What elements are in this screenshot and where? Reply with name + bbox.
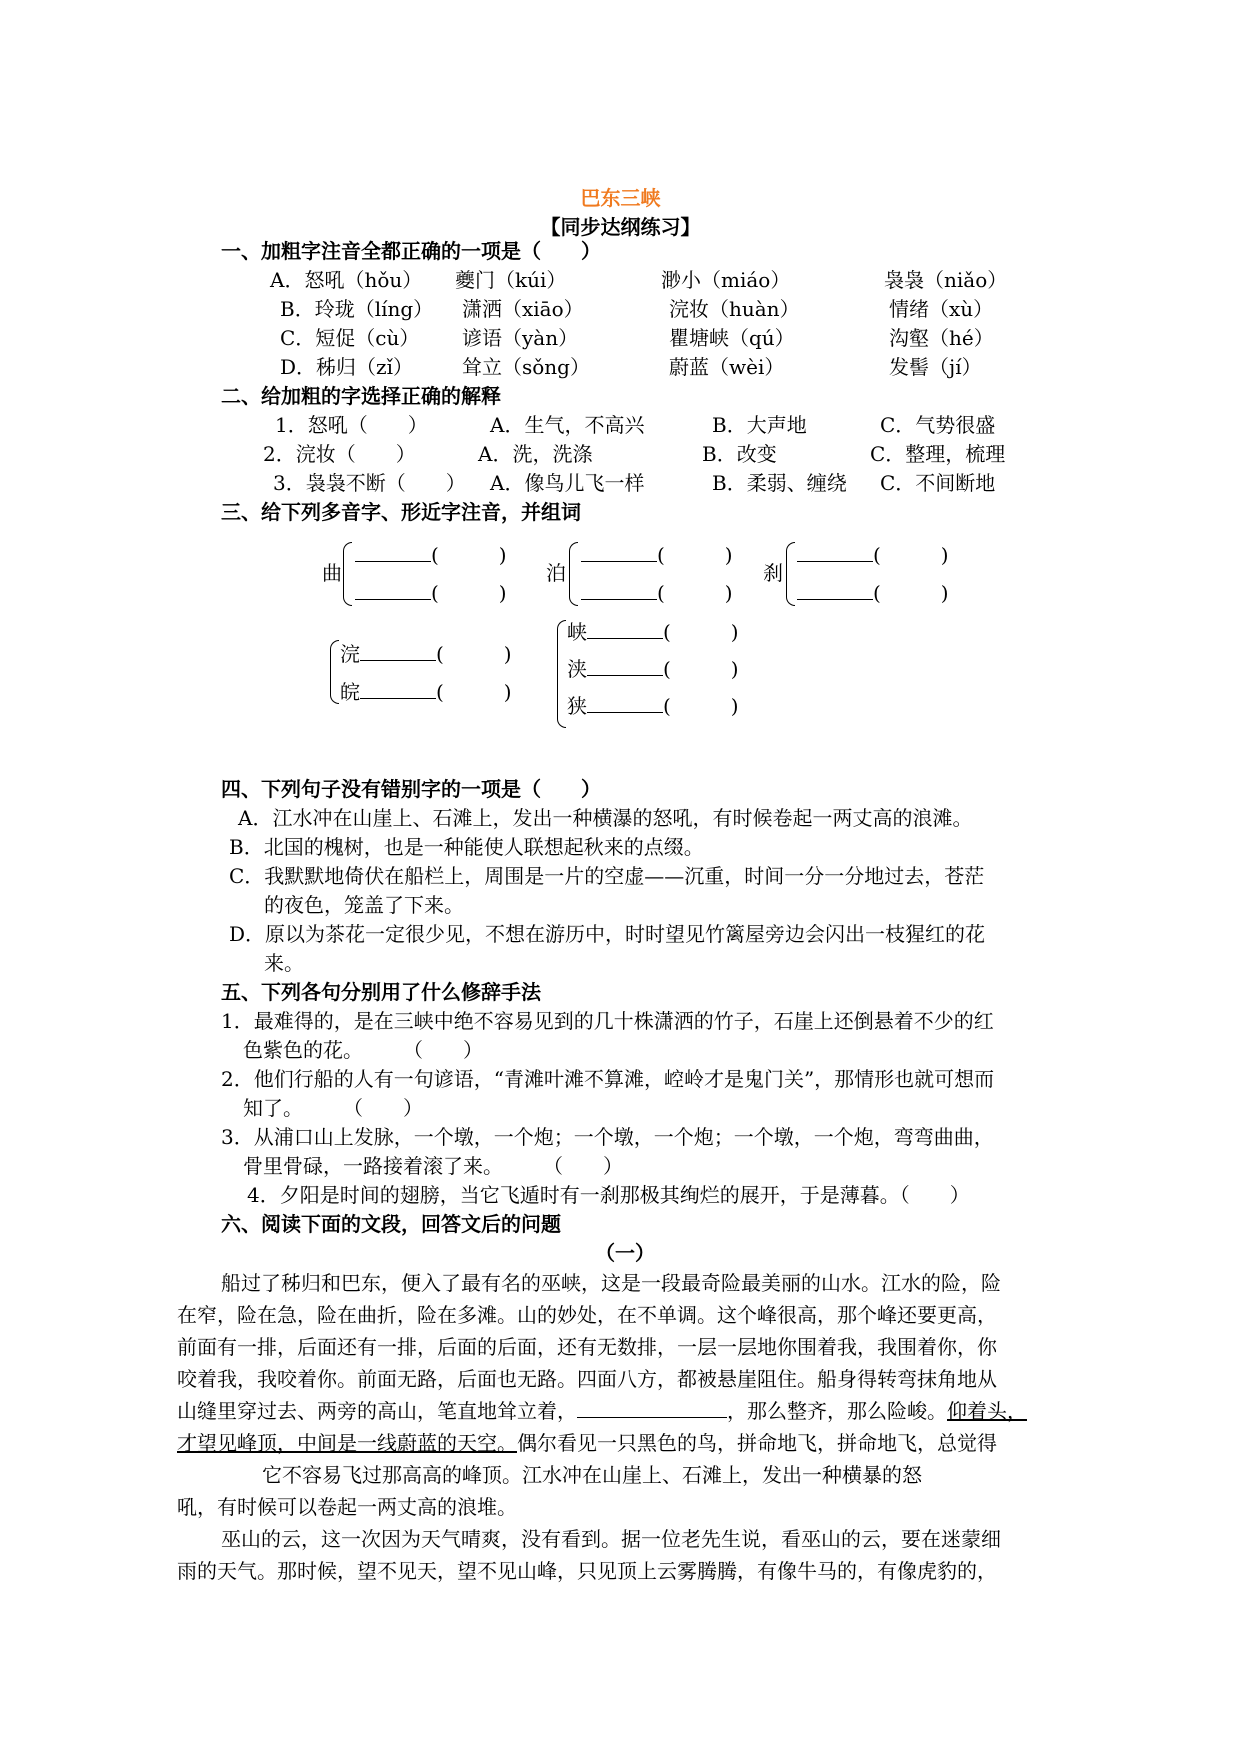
q3-huan-line: 浣 ( ) (340, 642, 512, 666)
q2-row3-item: 3．袅袅不断（ ） (273, 471, 466, 495)
q1-d-2: 耸立（sǒng） (462, 355, 590, 379)
q3-qu-line1: ( ) (355, 543, 507, 567)
q1-b-3: 浣妆（huàn） (669, 297, 800, 321)
q1-d-4: 发髻（jí） (889, 355, 982, 379)
q1-d-1: D．秭归（zǐ） (280, 355, 413, 379)
document-title: 巴东三峡 (580, 186, 661, 210)
q1-c-4: 沟壑（hé） (889, 326, 994, 350)
q1-c-3: 瞿塘峡（qú） (669, 326, 795, 350)
q6-p1-line4: 咬着我，我咬着你。前面无路，后面也无路。四面八方，都被悬崖阻住。船身得转弯抹角地从 (177, 1367, 997, 1391)
brace-icon (557, 620, 566, 728)
q5-heading: 五、下列各句分别用了什么修辞手法 (221, 980, 541, 1004)
q4-option-a: A．江水冲在山崖上、石滩上，发出一种横瀑的怒吼，有时候卷起一两丈高的浪滩。 (238, 806, 973, 830)
q2-row1-b: B．大声地 (712, 413, 807, 437)
q3-char-cha: 刹 (763, 561, 783, 585)
q5-item1: 1．最难得的，是在三峡中绝不容易见到的几十株潇洒的竹子，石崖上还倒悬着不少的红 (221, 1009, 994, 1033)
q6-p1-line7: 它不容易飞过那高高的峰顶。江水冲在山崖上、石滩上，发出一种横暴的怒 (262, 1463, 922, 1487)
q2-row1-item: 1．怒吼（ ） (275, 413, 428, 437)
q1-a-2: 夔门（kúi） (455, 268, 567, 292)
q6-p1-line6: 才望见峰顶，中间是一线蔚蓝的天空。偶尔看见一只黑色的鸟，拼命地飞，拼命地飞，总觉得 (177, 1431, 997, 1455)
q5-item3: 3．从浦口山上发脉，一个墩，一个炮；一个墩，一个炮；一个墩，一个炮，弯弯曲曲， (221, 1125, 994, 1149)
q6-p1-line1: 船过了秭归和巴东，便入了最有名的巫峡，这是一段最奇险最美丽的山水。江水的险，险 (221, 1271, 1001, 1295)
brace-icon (343, 542, 352, 606)
q5-item2: 2．他们行船的人有一句谚语，“青滩叶滩不算滩，崆岭才是鬼门关”，那情形也就可想而 (221, 1067, 995, 1091)
q4-option-b: B．北国的槐树，也是一种能使人联想起秋来的点缀。 (229, 835, 704, 859)
q2-row3-b: B．柔弱、缠绕 (712, 471, 847, 495)
q6-p1-line8: 吼，有时候可以卷起一两丈高的浪堆。 (177, 1495, 517, 1519)
q3-jia-line: 浃 ( ) (567, 657, 739, 681)
q3-cha-line1: ( ) (797, 543, 949, 567)
q2-row3-a: A．像鸟儿飞一样 (490, 471, 645, 495)
q5-item2-cont: 知了。 （ ） (243, 1096, 423, 1120)
q6-section-label: （一） (595, 1241, 655, 1265)
q1-d-3: 蔚蓝（wèi） (669, 355, 785, 379)
exercise-subtitle: 【同步达纲练习】 (540, 215, 701, 239)
q6-heading: 六、阅读下面的文段，回答文后的问题 (221, 1212, 561, 1236)
q1-c-2: 谚语（yàn） (462, 326, 579, 350)
q2-row1-c: C．气势很盛 (880, 413, 996, 437)
q3-xia-line: 峡 ( ) (567, 620, 739, 644)
q2-heading: 二、给加粗的字选择正确的解释 (221, 384, 501, 408)
q6-p1-line2: 在窄，险在急，险在曲折，险在多滩。山的妙处，在不单调。这个峰很高，那个峰还要更高， (177, 1303, 997, 1327)
q5-item4: 4．夕阳是时间的翅膀，当它飞遁时有一刹那极其绚烂的展开，于是薄暮。（ ） (247, 1183, 970, 1207)
brace-icon (569, 542, 578, 606)
q4-option-d-cont: 来。 (264, 951, 304, 975)
q2-row2-c: C．整理，梳理 (870, 442, 1006, 466)
q6-p1-line3: 前面有一排，后面还有一排，后面的后面，还有无数排，一层一层地你围着我，我围着你，你 (177, 1335, 997, 1359)
q5-item1-cont: 色紫色的花。 （ ） (243, 1038, 483, 1062)
q2-row2-b: B．改变 (702, 442, 777, 466)
q1-a-4: 袅袅（niǎo） (884, 268, 1008, 292)
q1-b-1: B．玲珑（líng） (280, 297, 434, 321)
q1-heading: 一、加粗字注音全都正确的一项是（ ） (221, 239, 601, 263)
q1-a-3: 渺小（miáo） (661, 268, 791, 292)
q3-qu-line2: ( ) (355, 581, 507, 605)
q3-bo-line2: ( ) (581, 581, 733, 605)
q2-row3-c: C．不间断地 (880, 471, 996, 495)
fill-blank[interactable] (577, 1417, 727, 1418)
q1-b-4: 情绪（xù） (889, 297, 994, 321)
q3-bo-line1: ( ) (581, 543, 733, 567)
q4-option-d: D．原以为茶花一定很少见，不想在游历中，时时望见竹篱屋旁边会闪出一枝猩红的花 (229, 922, 986, 946)
q1-a-1: A．怒吼（hǒu） (270, 268, 423, 292)
q1-b-2: 潇洒（xiāo） (462, 297, 584, 321)
q4-option-c-cont: 的夜色，笼盖了下来。 (264, 893, 464, 917)
q6-p2-line2: 雨的天气。那时候，望不见天，望不见山峰，只见顶上云雾腾腾，有像牛马的，有像虎豹的， (177, 1559, 997, 1583)
q1-c-1: C．短促（cù） (280, 326, 420, 350)
q2-row2-a: A．洗，洗涤 (478, 442, 593, 466)
q3-char-qu: 曲 (322, 561, 342, 585)
q2-row1-a: A．生气，不高兴 (490, 413, 645, 437)
brace-icon (330, 640, 339, 704)
q4-heading: 四、下列句子没有错别字的一项是（ ） (221, 777, 601, 801)
q3-char-bo: 泊 (546, 561, 566, 585)
q3-heading: 三、给下列多音字、形近字注音，并组词 (221, 500, 581, 524)
q3-cha-line2: ( ) (797, 581, 949, 605)
brace-icon (786, 542, 795, 606)
q6-p1-line5: 山缝里穿过去、两旁的高山，笔直地耸立着， ，那么整齐，那么险峻。仰着头， (177, 1399, 1027, 1423)
q5-item3-cont: 骨里骨碌，一路接着滚了来。 （ ） (243, 1154, 623, 1178)
q2-row2-item: 2．浣妆（ ） (263, 442, 416, 466)
q4-option-c: C．我默默地倚伏在船栏上，周围是一片的空虚——沉重，时间一分一分地过去，苍茫 (229, 864, 985, 888)
q3-xia2-line: 狭 ( ) (567, 694, 739, 718)
q6-p2-line1: 巫山的云，这一次因为天气晴爽，没有看到。据一位老先生说，看巫山的云，要在迷蒙细 (221, 1527, 1001, 1551)
q3-wan-line: 皖 ( ) (340, 680, 512, 704)
